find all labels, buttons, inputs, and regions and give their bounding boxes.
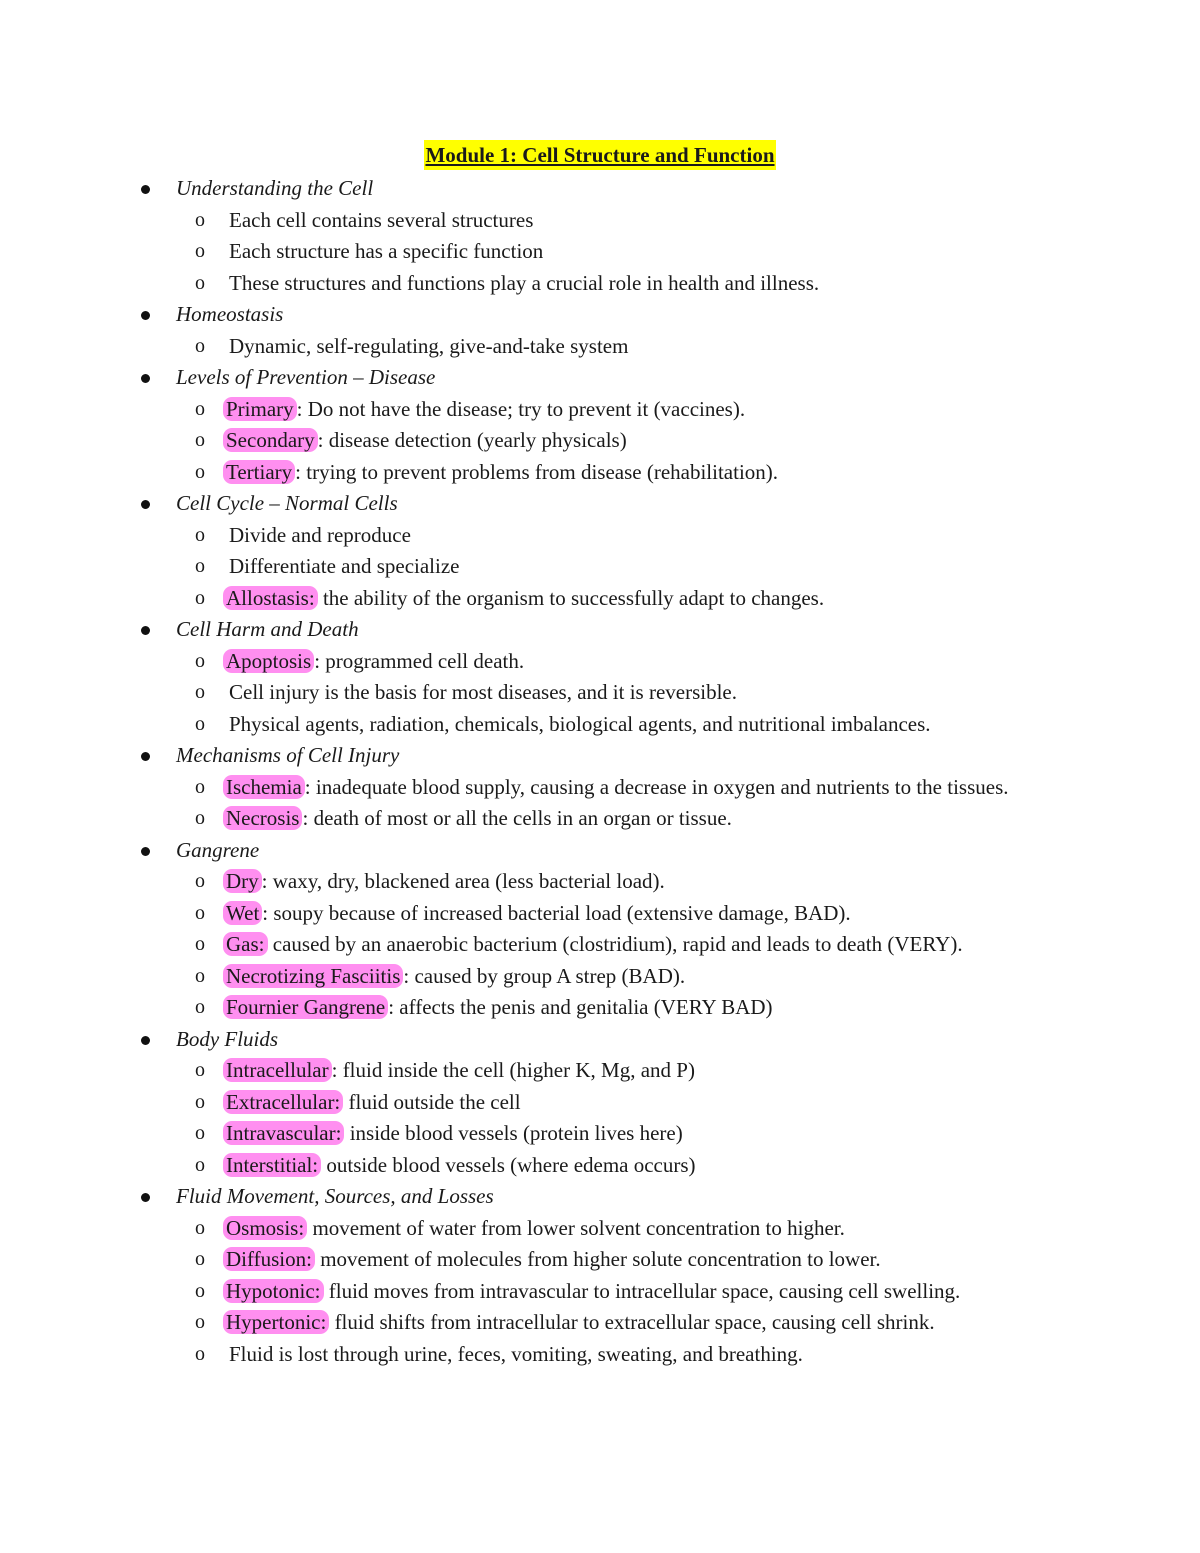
sub-item	[0, 457, 1200, 489]
sub-item-text: outside blood vessels (where edema occurs)	[321, 1152, 696, 1177]
circle-bullet-icon: o	[195, 523, 205, 546]
sub-item-text: Divide and reproduce	[229, 522, 411, 547]
highlighted-term: Interstitial:	[223, 1153, 321, 1177]
topic-heading: Body Fluids	[176, 1026, 279, 1051]
bullet-dot-icon	[141, 752, 150, 761]
circle-bullet-icon: o	[195, 271, 205, 294]
bullet-dot-icon	[141, 1036, 150, 1045]
sub-item	[0, 929, 1200, 961]
sub-item-text: Fluid is lost through urine, feces, vomiting, sweating, and breathing.	[229, 1341, 803, 1366]
sub-item	[0, 1087, 1200, 1119]
sub-item-text: inside blood vessels (protein lives here)	[344, 1121, 683, 1145]
topic-heading-row	[0, 740, 1200, 772]
sub-item	[0, 236, 1200, 268]
circle-bullet-icon: o	[195, 1216, 205, 1239]
topic-item	[0, 1024, 1200, 1182]
sub-item-text: fluid shifts from intracellular to extracellular space, causing cell shrink.	[329, 1310, 935, 1334]
sub-item-text: fluid outside the cell	[343, 1089, 521, 1114]
topic-heading: Homeostasis	[176, 302, 284, 326]
circle-bullet-icon: o	[195, 1153, 205, 1176]
circle-bullet-icon: o	[195, 933, 205, 955]
highlighted-term: Hypotonic:	[223, 1279, 324, 1303]
sub-item	[0, 961, 1200, 993]
sub-item	[0, 1307, 1200, 1339]
highlighted-term: Fournier Gangrene	[223, 995, 388, 1019]
sub-item-text: These structures and functions play a crucial role in health and illness.	[229, 270, 820, 295]
sub-item	[0, 268, 1200, 300]
sub-item-text: caused by an anaerobic bacterium (clostridium), rapid and leads to death (VERY).	[267, 932, 963, 956]
topic-heading: Cell Cycle – Normal Cells	[176, 491, 398, 515]
topic-item	[0, 614, 1200, 740]
circle-bullet-icon: o	[195, 208, 205, 231]
circle-bullet-icon: o	[195, 964, 205, 987]
topic-item	[0, 740, 1200, 835]
sub-item-text: : affects the penis and genitalia (VERY BAD)	[388, 995, 773, 1019]
topic-item	[0, 1181, 1200, 1370]
sub-item-text: : caused by group A strep (BAD).	[403, 963, 686, 988]
title-container	[0, 140, 1200, 170]
circle-bullet-icon: o	[195, 1311, 205, 1333]
sub-item-list	[0, 1213, 1200, 1371]
circle-bullet-icon: o	[195, 901, 205, 924]
topic-heading-row	[0, 835, 1200, 867]
sub-item	[0, 1276, 1200, 1308]
topic-heading: Fluid Movement, Sources, and Losses	[176, 1184, 494, 1208]
sub-item-list	[0, 205, 1200, 300]
topic-heading: Gangrene	[176, 837, 260, 862]
sub-item	[0, 677, 1200, 709]
sub-item	[0, 1118, 1200, 1150]
bullet-dot-icon	[141, 626, 150, 635]
sub-item	[0, 709, 1200, 741]
highlighted-term: Primary	[223, 397, 297, 421]
highlighted-term: Intracellular	[223, 1058, 332, 1082]
sub-item	[0, 331, 1200, 363]
highlighted-term: Gas:	[223, 932, 268, 956]
topic-item	[0, 835, 1200, 1024]
circle-bullet-icon: o	[195, 1342, 205, 1365]
sub-item	[0, 1213, 1200, 1245]
circle-bullet-icon: o	[195, 681, 205, 703]
topic-heading: Levels of Prevention – Disease	[176, 365, 436, 389]
circle-bullet-icon: o	[195, 429, 205, 451]
circle-bullet-icon: o	[195, 460, 205, 483]
topic-item	[0, 299, 1200, 362]
sub-item	[0, 1339, 1200, 1371]
topic-heading-row	[0, 488, 1200, 520]
topic-item	[0, 362, 1200, 488]
bullet-dot-icon	[141, 847, 150, 856]
sub-item	[0, 583, 1200, 615]
sub-item-text: fluid moves from intravascular to intracellular space, causing cell swelling.	[323, 1278, 961, 1303]
circle-bullet-icon: o	[195, 240, 205, 262]
sub-item-text: Dynamic, self-regulating, give-and-take system	[229, 333, 629, 358]
sub-item-text: : waxy, dry, blackened area (less bacterial load).	[261, 869, 665, 893]
topic-heading-row	[0, 362, 1200, 394]
sub-item	[0, 1244, 1200, 1276]
highlighted-term: Allostasis:	[223, 586, 318, 610]
sub-item-text: : inadequate blood supply, causing a decrease in oxygen and nutrients to the tissues.	[304, 774, 1009, 799]
sub-item-text: : fluid inside the cell (higher K, Mg, and P)	[331, 1058, 695, 1082]
sub-item	[0, 425, 1200, 457]
sub-item	[0, 551, 1200, 583]
circle-bullet-icon: o	[195, 870, 205, 892]
sub-item-text: : Do not have the disease; try to prevent it (vaccines).	[296, 396, 746, 421]
sub-item-list	[0, 520, 1200, 615]
topic-heading-row	[0, 1181, 1200, 1213]
bullet-dot-icon	[141, 185, 150, 194]
bullet-dot-icon	[141, 374, 150, 383]
topic-heading: Understanding the Cell	[176, 176, 374, 200]
topic-item	[0, 488, 1200, 614]
topic-heading-row	[0, 299, 1200, 331]
highlighted-term: Diffusion:	[223, 1247, 315, 1271]
sub-item	[0, 898, 1200, 930]
sub-item	[0, 992, 1200, 1024]
bullet-dot-icon	[141, 311, 150, 320]
sub-item-list	[0, 772, 1200, 835]
sub-item-text: : disease detection (yearly physicals)	[317, 428, 627, 452]
sub-item	[0, 394, 1200, 426]
sub-item-list	[0, 646, 1200, 741]
topic-heading: Cell Harm and Death	[176, 617, 359, 641]
highlighted-term: Necrosis	[223, 806, 302, 830]
circle-bullet-icon: o	[195, 775, 205, 798]
sub-item-text: movement of water from lower solvent concentration to higher.	[307, 1215, 845, 1240]
bullet-dot-icon	[141, 500, 150, 509]
topic-heading-row	[0, 173, 1200, 205]
circle-bullet-icon: o	[195, 1090, 205, 1113]
bullet-dot-icon	[141, 1193, 150, 1202]
sub-item	[0, 1150, 1200, 1182]
circle-bullet-icon: o	[195, 1279, 205, 1302]
sub-item-list	[0, 1055, 1200, 1181]
highlighted-term: Intravascular:	[223, 1121, 344, 1145]
circle-bullet-icon: o	[195, 586, 205, 609]
circle-bullet-icon: o	[195, 334, 205, 357]
sub-item-text: Each cell contains several structures	[229, 207, 534, 232]
sub-item	[0, 803, 1200, 835]
sub-item	[0, 205, 1200, 237]
sub-item-text: Each structure has a specific function	[229, 239, 544, 263]
highlighted-term: Apoptosis	[223, 649, 314, 673]
circle-bullet-icon: o	[195, 397, 205, 420]
topic-heading: Mechanisms of Cell Injury	[176, 743, 400, 767]
highlighted-term: Osmosis:	[223, 1216, 307, 1240]
highlighted-term: Wet	[223, 901, 262, 925]
highlighted-term: Dry	[223, 869, 262, 893]
sub-item-list	[0, 331, 1200, 363]
highlighted-term: Extracellular:	[223, 1090, 343, 1114]
circle-bullet-icon: o	[195, 807, 205, 829]
sub-item	[0, 520, 1200, 552]
sub-item-text: Physical agents, radiation, chemicals, biological agents, and nutritional imbalances.	[229, 711, 931, 736]
sub-item-text: Cell injury is the basis for most diseases, and it is reversible.	[229, 680, 737, 704]
highlighted-term: Hypertonic:	[223, 1310, 329, 1334]
sub-item-text: : soupy because of increased bacterial load (extensive damage, BAD).	[262, 900, 851, 925]
sub-item	[0, 646, 1200, 678]
highlighted-term: Secondary	[223, 428, 318, 452]
highlighted-term: Necrotizing Fasciitis	[223, 964, 403, 988]
sub-item-text: : programmed cell death.	[314, 648, 525, 673]
circle-bullet-icon: o	[195, 1122, 205, 1144]
sub-item-list	[0, 866, 1200, 1024]
sub-item	[0, 1055, 1200, 1087]
topic-heading-row	[0, 1024, 1200, 1056]
page-title: Module 1: Cell Structure and Function	[424, 140, 775, 170]
circle-bullet-icon: o	[195, 555, 205, 577]
sub-item-text: the ability of the organism to successfully adapt to changes.	[317, 585, 825, 610]
sub-item-text: movement of molecules from higher solute concentration to lower.	[314, 1247, 881, 1271]
sub-item	[0, 772, 1200, 804]
circle-bullet-icon: o	[195, 1248, 205, 1270]
sub-item-list	[0, 394, 1200, 489]
circle-bullet-icon: o	[195, 712, 205, 735]
topic-list	[0, 173, 1200, 1370]
sub-item-text: : death of most or all the cells in an organ or tissue.	[302, 806, 732, 830]
circle-bullet-icon: o	[195, 649, 205, 672]
sub-item-text: : trying to prevent problems from disease (rehabilitation).	[295, 459, 779, 484]
topic-item	[0, 173, 1200, 299]
sub-item-text: Differentiate and specialize	[229, 554, 460, 578]
highlighted-term: Ischemia	[223, 775, 305, 799]
circle-bullet-icon: o	[195, 996, 205, 1018]
topic-heading-row	[0, 614, 1200, 646]
highlighted-term: Tertiary	[223, 460, 295, 484]
circle-bullet-icon: o	[195, 1059, 205, 1081]
sub-item	[0, 866, 1200, 898]
